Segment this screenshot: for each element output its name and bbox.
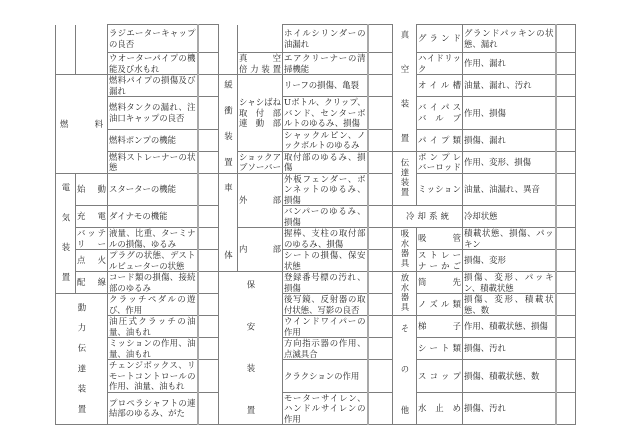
subgroup-text: バルブ: [418, 112, 461, 123]
inspection-item: 燃料パイプの損傷及び漏れ: [109, 75, 196, 96]
inspection-item: 握棒、支柱の取付部のゆるみ、損傷: [284, 228, 366, 249]
inspection-item: 損傷、変形: [463, 250, 556, 272]
check-cell: [368, 25, 393, 53]
check-cell: [198, 250, 219, 272]
check-cell: [556, 228, 576, 250]
inspection-item: 登録番号標の汚れ、損傷: [284, 272, 366, 293]
subgroup-label: [417, 316, 463, 338]
inspection-item: 油量、油漏れ、異音: [463, 173, 556, 206]
check-cell: [556, 360, 576, 393]
inspection-item: 損傷、積載状態、数: [463, 360, 556, 393]
subgroup-text: 配線: [77, 277, 106, 288]
subgroup-text: ミッション: [418, 184, 461, 194]
inspection-item: コード類の損傷、接続部のゆるみ: [109, 272, 196, 293]
subgroup-text: ショックア: [239, 151, 281, 162]
check-cell: [198, 206, 219, 228]
check-cell: [368, 272, 393, 294]
group-electrical: [56, 173, 76, 294]
inspection-item: 取付部のゆるみ、損傷: [284, 151, 366, 172]
subgroup-label: [76, 272, 108, 294]
check-cell: [556, 25, 576, 53]
subgroup-label: [417, 272, 463, 294]
subgroup-text: ストレー: [418, 250, 461, 260]
check-cell: [198, 338, 219, 360]
group-label: 冷却系統: [406, 211, 449, 222]
subgroup-text: 倍力装置: [239, 63, 281, 74]
subgroup-label: [417, 173, 463, 206]
subgroup-text: 水止め: [418, 403, 461, 413]
group-label: 保安装置: [246, 279, 256, 414]
check-cell: [368, 338, 393, 360]
group-vacuum-device: [393, 25, 417, 152]
check-cell: [198, 272, 219, 294]
subgroup-text: 連動部: [239, 118, 281, 128]
check-cell: [556, 250, 576, 272]
inspection-item: プロペラシャフトの連結部のゆるみ、がた: [108, 392, 198, 425]
subgroup-text: リー: [77, 238, 106, 249]
check-cell: [368, 97, 393, 130]
check-cell: [368, 294, 393, 316]
subgroup-text: オイル槽: [418, 80, 461, 91]
subgroup-text: 吸管: [418, 233, 461, 244]
subgroup-text: 梯子: [418, 321, 461, 332]
group-label: 動力伝達装置: [77, 302, 87, 413]
check-cell: [368, 316, 393, 338]
subgroup-label: [417, 360, 463, 393]
inspection-item: 損傷、漏れ: [463, 129, 556, 151]
inspection-item: 損傷、変形、パッキン、積載状態: [464, 272, 554, 293]
group-power-transmission: [56, 294, 108, 425]
subgroup-text: バイパス: [418, 102, 461, 113]
inspection-item: 燃料ポンプの機能: [108, 129, 198, 151]
inspection-item: 損傷、汚れ: [463, 338, 556, 360]
inspection-item: 燃料ストレーナーの状態: [109, 151, 196, 172]
inspection-item: 積載状態、損傷、パッキン: [464, 228, 554, 249]
subgroup-text: バーロッド: [418, 162, 461, 172]
check-cell: [556, 173, 576, 206]
inspection-item: 作用、変形、損傷: [463, 151, 556, 173]
group-safety-device: [219, 272, 283, 425]
check-cell: [198, 316, 219, 338]
subgroup-label: [76, 206, 108, 228]
group-label: 真空装置: [400, 30, 410, 143]
subgroup-label: [417, 25, 463, 53]
subgroup-text: ハイドリッ: [418, 53, 461, 63]
group-suction-equipment: [393, 228, 417, 272]
check-cell: [198, 75, 219, 97]
subgroup-text: 真空: [239, 53, 281, 63]
inspection-item: ウオーターパイプの機能及び水もれ: [109, 53, 196, 74]
check-cell: [198, 360, 219, 393]
subgroup-label: [417, 75, 463, 97]
group-label: 車体: [223, 183, 234, 259]
inspection-item: 油量、漏れ、汚れ: [463, 75, 556, 97]
group-discharge-equipment: [393, 272, 417, 316]
inspection-item: 作用、損傷: [463, 97, 556, 130]
subgroup-text: 筒先: [418, 277, 461, 288]
check-cell: [198, 53, 219, 75]
subgroup-label: [76, 173, 108, 206]
subgroup-text: スコップ: [418, 370, 461, 381]
inspection-item: スターターの機能: [108, 173, 198, 206]
check-cell: [556, 97, 576, 130]
subgroup-text: シャシばね: [239, 97, 281, 107]
subgroup-interior: [238, 228, 283, 272]
inspection-item: 外板フェンダー、ボンネットのゆるみ、損傷: [284, 173, 366, 205]
inspection-item: 液量、比重、ターミナルの損傷、ゆるみ: [109, 228, 196, 249]
subgroup-text: 取付部: [239, 107, 281, 118]
group-label: その他: [400, 323, 410, 414]
subgroup-chassis-spring: [238, 75, 283, 152]
check-cell: [556, 151, 576, 173]
subgroup-label: [417, 53, 463, 75]
check-cell: [368, 173, 393, 206]
inspection-item: 冷却状態: [463, 206, 556, 228]
left-subgroup-continued: [76, 25, 108, 75]
subgroup-text: シート類: [418, 343, 461, 354]
check-cell: [198, 228, 219, 250]
subgroup-label: [417, 97, 463, 130]
inspection-item: プラグの状態、デストルビューターの状態: [109, 250, 196, 271]
subgroup-shock-absorber: [238, 151, 283, 173]
subgroup-label: [417, 151, 463, 173]
check-cell: [368, 206, 393, 228]
check-cell: [556, 316, 576, 338]
inspection-item: 作用、漏れ: [463, 53, 556, 75]
inspection-item: ミッションの作用、油量、油もれ: [109, 338, 196, 359]
subgroup-label: [417, 228, 463, 250]
subgroup-label: [76, 250, 108, 272]
inspection-item: ラジエーターキャップの良否: [108, 25, 198, 53]
check-cell: [556, 129, 576, 151]
check-cell: [198, 129, 219, 151]
left-group-continued: [56, 25, 76, 75]
inspection-item: グランドパッキンの状態、漏れ: [463, 25, 556, 53]
inspection-item: ホイルシリンダーの油漏れ: [283, 25, 368, 53]
check-cell: [556, 392, 576, 425]
inspection-item: クラクションの作用: [283, 360, 368, 393]
subgroup-label: [417, 250, 463, 272]
check-cell: [368, 151, 393, 173]
subgroup-exterior: [238, 173, 283, 228]
subgroup-vacuum-booster: [238, 53, 283, 75]
subgroup-text: 点火: [77, 255, 106, 266]
subgroup-label: [417, 294, 463, 316]
subgroup-text: パイプ類: [418, 134, 461, 145]
inspection-item: チェンジボックス、リモートコントロールの作用、油量、油もれ: [109, 360, 196, 391]
group-cooling-system: [393, 206, 463, 228]
subgroup-text: ク: [418, 63, 427, 74]
check-cell: [368, 228, 393, 250]
check-cell: [198, 151, 219, 173]
check-cell: [198, 294, 219, 316]
subgroup-label: [417, 338, 463, 360]
check-cell: [556, 53, 576, 75]
group-other: [393, 316, 417, 425]
subgroup-text: ポンプレ: [418, 151, 461, 162]
check-cell: [368, 75, 393, 97]
inspection-item: エアクリーナーの清掃機能: [284, 53, 366, 74]
check-cell: [556, 75, 576, 97]
subgroup-text: ブソーバー: [239, 162, 281, 172]
group-label: 放水器具: [400, 273, 410, 312]
check-cell: [368, 360, 393, 393]
inspection-item: シャックルピン、ノックボルトのゆるみ: [284, 129, 366, 150]
subgroup-label: [76, 228, 108, 250]
group-label: 緩衝装置: [223, 79, 234, 166]
check-cell: [368, 53, 393, 75]
check-cell: [556, 338, 576, 360]
subgroup-text: 内部: [239, 244, 281, 255]
subgroup-text: 外部: [239, 195, 281, 205]
subgroup-text: ナーかご: [418, 260, 461, 271]
check-cell: [368, 392, 393, 425]
group-label: 燃料: [60, 118, 103, 129]
subgroup-text: 始動: [77, 184, 106, 194]
subgroup-text: ノズル類: [418, 299, 461, 310]
inspection-item: 燃料タンクの漏れ、注油口キャップの良否: [108, 97, 198, 130]
inspection-item: 後写鏡、反射器の取付状態、写影の良否: [284, 294, 366, 315]
middle-subgroup-continued: [238, 25, 283, 53]
vehicle-inspection-table: [55, 24, 576, 425]
group-suspension: [219, 75, 238, 174]
middle-group-continued: [219, 25, 238, 75]
inspection-item: 方向指示器の作用、点滅具合: [284, 338, 366, 359]
group-transmission: [393, 151, 417, 206]
inspection-item: バンパーのゆるみ、損傷: [284, 206, 366, 227]
inspection-item: リーフの損傷、亀裂: [283, 75, 368, 97]
inspection-item: 損傷、変形、積載状態、数: [464, 294, 554, 315]
check-cell: [198, 25, 219, 53]
subgroup-text: バッテ: [77, 228, 106, 238]
group-label: 電気装置: [61, 183, 71, 281]
subgroup-label: [417, 392, 463, 425]
subgroup-label: [417, 129, 463, 151]
inspection-item: Uボトル、クリップ、バンド、センターボルトのゆるみ、損傷: [284, 97, 366, 128]
check-cell: [556, 294, 576, 316]
group-fuel: [56, 75, 108, 174]
check-cell: [198, 392, 219, 425]
inspection-item: モーターサイレン、ハンドルサイレンの作用: [284, 392, 366, 424]
group-label: 吸水器具: [400, 229, 410, 268]
inspection-item: ウインドワイパーの作用: [284, 316, 366, 337]
group-body: [219, 173, 238, 272]
inspection-item: ダイナモの機能: [108, 206, 198, 228]
check-cell: [198, 97, 219, 130]
check-cell: [556, 272, 576, 294]
subgroup-text: 充電: [77, 211, 106, 222]
subgroup-text: グランド: [418, 33, 461, 44]
inspection-item: シートの損傷、保安状態: [284, 250, 366, 271]
inspection-item: 作用、積載状態、損傷: [463, 316, 556, 338]
inspection-item: 油圧式クラッチの油量、油もれ: [109, 316, 196, 337]
inspection-item: クラッチペダルの遊び、作用: [109, 294, 196, 315]
check-cell: [556, 206, 576, 228]
check-cell: [368, 250, 393, 272]
group-label: 伝達装置: [400, 158, 410, 196]
inspection-item: 損傷、汚れ: [463, 392, 556, 425]
check-cell: [198, 173, 219, 206]
check-cell: [368, 129, 393, 151]
